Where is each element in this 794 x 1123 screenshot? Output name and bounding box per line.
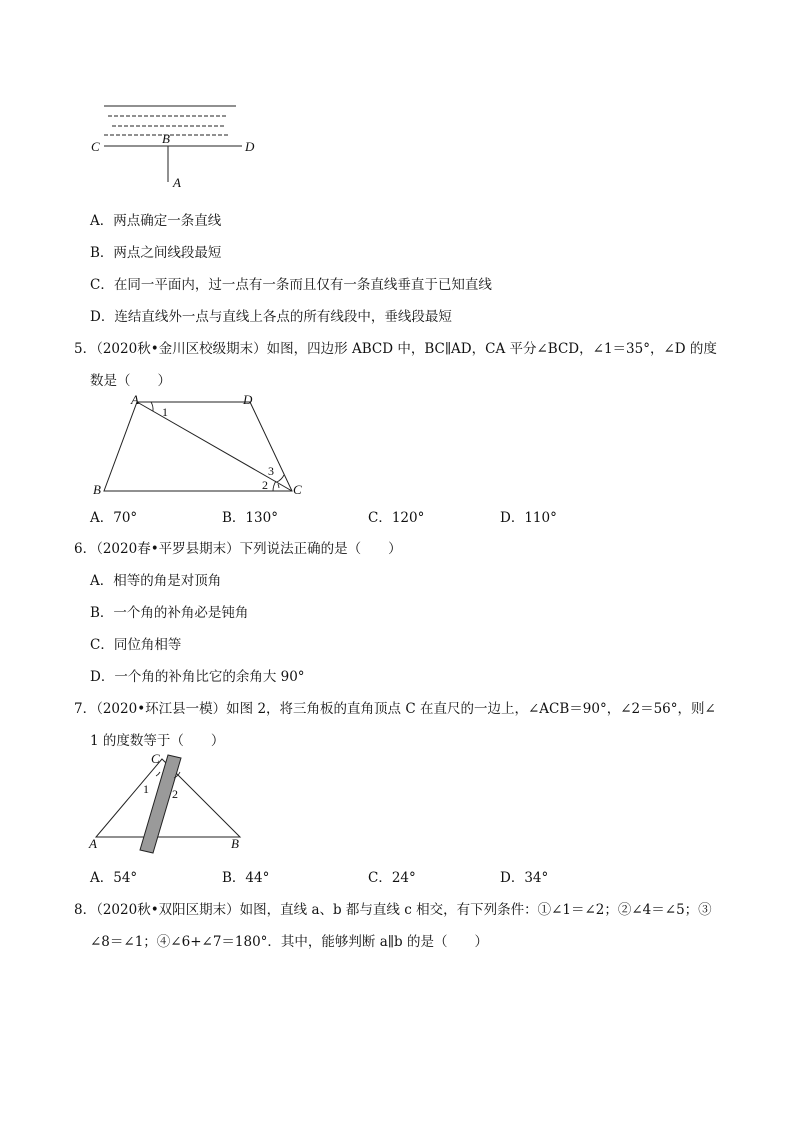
q6-option-a: A．相等的角是对顶角 [90, 573, 222, 589]
q5-option-a: A．70° [90, 510, 138, 526]
fig7-label-c: C [151, 751, 160, 766]
fig7-angle-1: 1 [143, 782, 149, 796]
q5-stem-line1: 5．（2020秋•金川区校级期末）如图，四边形 ABCD 中，BC∥AD，CA 平分∠BCD，∠1＝35°，∠D 的度 [74, 341, 717, 357]
figure-trapezoid-svg [95, 395, 315, 495]
fig5-label-c: C [293, 482, 302, 497]
q6-option-c: C．同位角相等 [90, 637, 182, 653]
q5-options [90, 506, 557, 526]
fig1-label-d: D [245, 139, 255, 154]
q4-option-c: C．在同一平面内，过一点有一条而且仅有一条直线垂直于已知直线 [90, 277, 492, 293]
q5-option-d: D．110° [500, 510, 557, 526]
q6-option-b: B．一个角的补角必是钝角 [90, 605, 249, 621]
q6-stem: 6．（2020春•平罗县期末）下列说法正确的是（ ） [74, 541, 402, 557]
q5-option-b: B．130° [222, 510, 278, 526]
fig1-label-b: B [162, 131, 170, 146]
fig5-angle-2: 2 [262, 478, 268, 492]
q8-stem-line2: ∠8＝∠1；④∠6+∠7＝180°．其中，能够判断 a∥b 的是（ ） [90, 934, 488, 950]
q7-stem-line2: 1 的度数等于（ ） [90, 733, 225, 749]
fig7-label-b: B [231, 836, 239, 851]
q5-option-c: C．120° [368, 510, 425, 526]
q7-stem-line1: 7．（2020•环江县一模）如图 2，将三角板的直角顶点 C 在直尺的一边上，∠ACB＝90°，∠2＝56°，则∠ [74, 701, 716, 717]
q4-option-a: A．两点确定一条直线 [90, 213, 222, 229]
q7-option-d: D．34° [500, 870, 549, 886]
fig7-label-a: A [89, 836, 97, 851]
fig1-label-c: C [91, 139, 100, 154]
q7-option-a: A．54° [90, 870, 138, 886]
fig5-label-b: B [93, 482, 101, 497]
fig5-angle-3: 3 [268, 464, 274, 478]
fig1-label-a: A [173, 175, 181, 190]
q4-option-d: D．连结直线外一点与直线上各点的所有线段中，垂线段最短 [90, 309, 452, 325]
fig5-angle-1: 1 [162, 405, 168, 419]
q4-option-b: B．两点之间线段最短 [90, 245, 222, 261]
q5-stem-line2: 数是（ ） [90, 373, 171, 389]
q7-option-c: C．24° [368, 870, 416, 886]
q7-option-b: B．44° [222, 870, 270, 886]
q6-option-d: D．一个角的补角比它的余角大 90° [90, 669, 305, 685]
fig5-label-a: A [131, 392, 139, 407]
q7-options [90, 866, 548, 886]
q8-stem-line1: 8．（2020秋•双阳区期末）如图，直线 a、b 都与直线 c 相交，有下列条件：①∠1＝∠2；②∠4＝∠5；③ [74, 902, 712, 918]
fig5-label-d: D [243, 392, 253, 407]
fig7-angle-2: 2 [172, 787, 178, 801]
